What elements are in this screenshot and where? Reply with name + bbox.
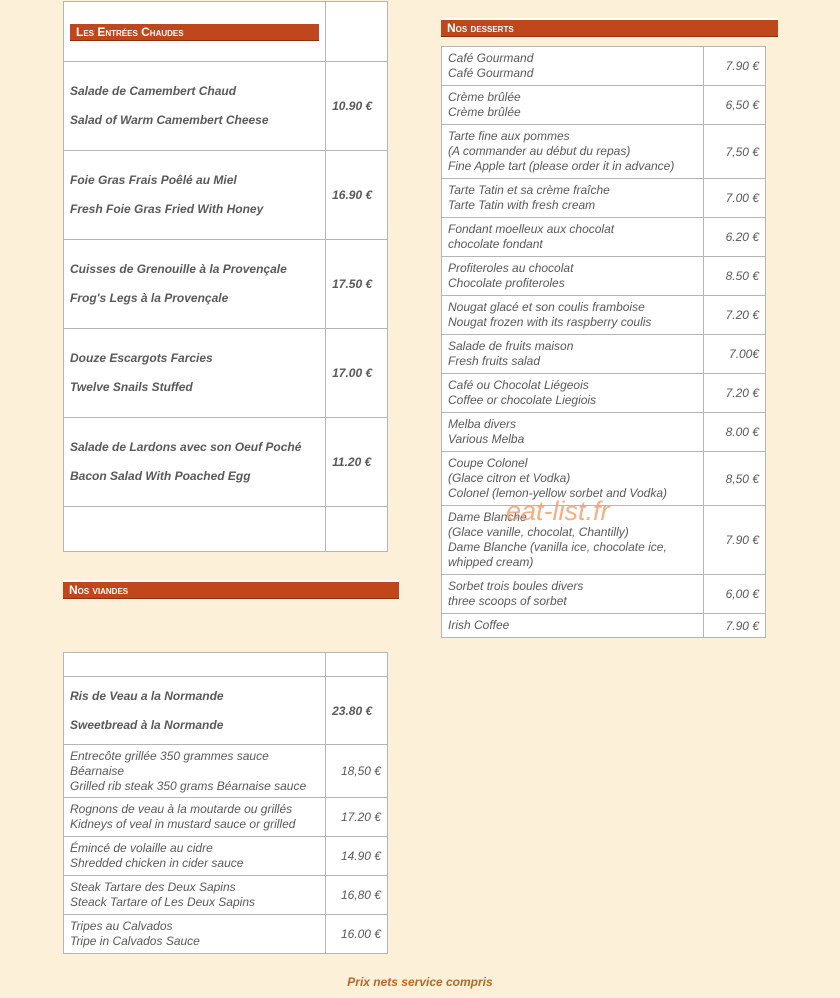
viande-line: Grilled rib steak 350 grams Béarnaise sauce bbox=[70, 778, 307, 793]
dessert-line: Tarte Tatin et sa crème fraîche bbox=[448, 183, 610, 197]
dessert-row bbox=[442, 575, 766, 614]
viande-price: 16.00 € bbox=[326, 915, 388, 954]
entree-row bbox=[64, 329, 388, 418]
dessert-price: 7.20 € bbox=[704, 296, 766, 335]
entree-name-en: Frog's Legs à la Provençale bbox=[70, 291, 229, 305]
entree-name-fr: Douze Escargots Farcies bbox=[70, 351, 213, 365]
dessert-row bbox=[442, 179, 766, 218]
dessert-price: 7,50 € bbox=[704, 125, 766, 179]
viande-row bbox=[64, 745, 388, 798]
viande-line: Shredded chicken in cider sauce bbox=[70, 856, 244, 870]
entree-row bbox=[64, 418, 388, 507]
dessert-line: three scoops of sorbet bbox=[448, 594, 567, 608]
viande-row bbox=[64, 837, 388, 876]
entree-price: 17.50 € bbox=[326, 240, 388, 329]
entree-name-fr: Salade de Lardons avec son Oeuf Poché bbox=[70, 440, 302, 454]
entree-price: 16.90 € bbox=[326, 151, 388, 240]
viande-row bbox=[64, 915, 388, 954]
viandes-top-row bbox=[64, 653, 388, 677]
dessert-line: Colonel (lemon-yellow sorbet and Vodka) bbox=[448, 486, 667, 500]
desserts-table bbox=[441, 46, 766, 638]
dessert-row bbox=[442, 506, 766, 575]
viande-price: 16,80 € bbox=[326, 876, 388, 915]
dessert-price: 6.20 € bbox=[704, 218, 766, 257]
dessert-price: 7.90 € bbox=[704, 47, 766, 86]
dessert-line: Tarte fine aux pommes bbox=[448, 129, 570, 143]
dessert-line: Café Gourmand bbox=[448, 51, 534, 65]
dessert-line: Dame Blanche (vanilla ice, chocolate ice, whipped cream) bbox=[448, 540, 667, 569]
entree-name-en: Twelve Snails Stuffed bbox=[70, 380, 193, 394]
entree-row bbox=[64, 240, 388, 329]
entree-price: 11.20 € bbox=[326, 418, 388, 507]
dessert-price: 8.50 € bbox=[704, 257, 766, 296]
viandes-table bbox=[63, 652, 388, 954]
viande-line: Entrecôte grillée 350 grammes sauce Béarnaise bbox=[70, 748, 269, 778]
dessert-row bbox=[442, 335, 766, 374]
dessert-row bbox=[442, 296, 766, 335]
dessert-price: 7.20 € bbox=[704, 374, 766, 413]
entree-row bbox=[64, 62, 388, 151]
viande-name-en: Sweetbread à la Normande bbox=[70, 717, 224, 732]
viande-price: 14.90 € bbox=[326, 837, 388, 876]
entree-name-fr: Foie Gras Frais Poêlé au Miel bbox=[70, 173, 237, 187]
dessert-price: 6,50 € bbox=[704, 86, 766, 125]
dessert-line: Fine Apple tart (please order it in advance) bbox=[448, 159, 675, 173]
viande-price: 23.80 € bbox=[326, 677, 388, 745]
entree-price: 17.00 € bbox=[326, 329, 388, 418]
desserts-title: Nos desserts bbox=[441, 18, 778, 37]
dessert-row bbox=[442, 86, 766, 125]
entree-name-fr: Salade de Camembert Chaud bbox=[70, 84, 237, 98]
viande-line: Tripes au Calvados bbox=[70, 919, 173, 933]
dessert-line: Dame Blanche bbox=[448, 510, 527, 524]
entree-name-en: Fresh Foie Gras Fried With Honey bbox=[70, 202, 264, 216]
dessert-price: 7.00 € bbox=[704, 179, 766, 218]
viande-line: Kidneys of veal in mustard sauce or grilled bbox=[70, 817, 296, 831]
dessert-row bbox=[442, 47, 766, 86]
dessert-line: Irish Coffee bbox=[448, 618, 510, 632]
dessert-row bbox=[442, 614, 766, 638]
entree-name-en: Bacon Salad With Poached Egg bbox=[70, 469, 251, 483]
dessert-price: 8.00 € bbox=[704, 413, 766, 452]
viande-line: Steack Tartare of Les Deux Sapins bbox=[70, 895, 255, 909]
dessert-price: 7.00€ bbox=[704, 335, 766, 374]
dessert-line: Salade de fruits maison bbox=[448, 339, 574, 353]
entree-name-fr: Cuisses de Grenouille à la Provençale bbox=[70, 262, 287, 276]
entree-empty-row bbox=[64, 507, 388, 552]
entree-price: 10.90 € bbox=[326, 62, 388, 151]
viandes-title: Nos viandes bbox=[63, 580, 399, 599]
dessert-row bbox=[442, 374, 766, 413]
dessert-line: Fondant moelleux aux chocolat bbox=[448, 222, 615, 236]
entrees-header-row bbox=[64, 2, 388, 62]
viande-row bbox=[64, 798, 388, 837]
dessert-price: 7.90 € bbox=[704, 506, 766, 575]
dessert-line: Profiteroles au chocolat bbox=[448, 261, 574, 275]
viande-price: 18,50 € bbox=[326, 745, 388, 798]
dessert-line: (A commander au début du repas) bbox=[448, 144, 631, 158]
dessert-line: Nougat glacé et son coulis framboise bbox=[448, 300, 645, 314]
dessert-line: Tarte Tatin with fresh cream bbox=[448, 198, 596, 212]
entree-row bbox=[64, 151, 388, 240]
dessert-price: 8,50 € bbox=[704, 452, 766, 506]
dessert-row bbox=[442, 257, 766, 296]
entree-name-en: Salad of Warm Camembert Cheese bbox=[70, 113, 269, 127]
dessert-line: Chocolate profiteroles bbox=[448, 276, 565, 290]
dessert-line: (Glace citron et Vodka) bbox=[448, 471, 571, 485]
dessert-price: 6,00 € bbox=[704, 575, 766, 614]
viande-row bbox=[64, 876, 388, 915]
dessert-line: Fresh fruits salad bbox=[448, 354, 541, 368]
watermark: eat-list.fr bbox=[506, 496, 610, 526]
viande-featured-row bbox=[64, 677, 388, 745]
dessert-line: Nougat frozen with its raspberry coulis bbox=[448, 315, 652, 329]
entrees-title: Les Entrées Chaudes bbox=[70, 22, 319, 41]
footer-note: Prix nets service compris bbox=[347, 975, 493, 989]
dessert-line: Café ou Chocolat Liégeois bbox=[448, 378, 589, 392]
viande-price: 17.20 € bbox=[326, 798, 388, 837]
dessert-line: Crème brûlée bbox=[448, 90, 521, 104]
dessert-row bbox=[442, 218, 766, 257]
dessert-line: Melba divers bbox=[448, 417, 517, 431]
dessert-line: Coupe Colonel bbox=[448, 456, 528, 470]
dessert-row bbox=[442, 452, 766, 506]
dessert-line: Café Gourmand bbox=[448, 66, 534, 80]
dessert-price: 7.90 € bbox=[704, 614, 766, 638]
dessert-line: Various Melba bbox=[448, 432, 525, 446]
viande-line: Émincé de volaille au cidre bbox=[70, 841, 213, 855]
viande-line: Rognons de veau à la moutarde ou grillés bbox=[70, 802, 293, 816]
viande-name-fr: Ris de Veau a la Normande bbox=[70, 688, 224, 703]
dessert-row bbox=[442, 125, 766, 179]
dessert-line: Coffee or chocolate Liegiois bbox=[448, 393, 597, 407]
dessert-line: chocolate fondant bbox=[448, 237, 543, 251]
dessert-line: (Glace vanille, chocolat, Chantilly) bbox=[448, 525, 629, 539]
dessert-line: Sorbet trois boules divers bbox=[448, 579, 584, 593]
dessert-row bbox=[442, 413, 766, 452]
dessert-line: Crème brûlée bbox=[448, 105, 521, 119]
viande-line: Tripe in Calvados Sauce bbox=[70, 934, 200, 948]
entrees-table bbox=[63, 1, 388, 552]
viande-line: Steak Tartare des Deux Sapins bbox=[70, 880, 236, 894]
